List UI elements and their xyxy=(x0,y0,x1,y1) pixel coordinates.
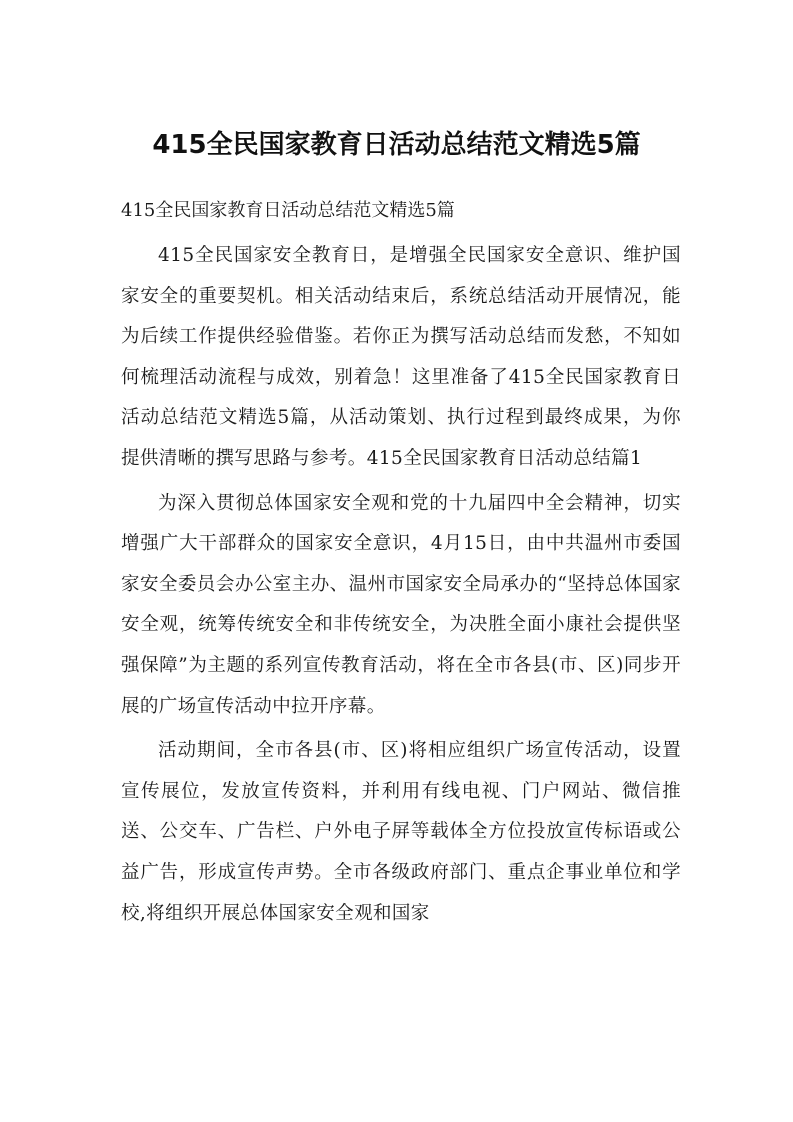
document-subtitle: 415全民国家教育日活动总结范文精选5篇 xyxy=(121,200,455,221)
paragraph-event-launch: 为深入贯彻总体国家安全观和党的十九届四中全会精神，切实增强广大干部群众的国家安全意识，4月15日，由中共温州市委国家安全委员会办公室主办、温州市国家安全局承办的“坚持总体国家安全观，统筹传统安全和非传统安全，为决胜全面小康社会提供坚强保障”为主题的系列宣传教育活动，将在全市各县(市、区)同步开展的广场宣传活动中拉开序幕。 xyxy=(121,492,681,717)
document-title: 415全民国家教育日活动总结范文精选5篇 xyxy=(152,130,641,160)
paragraph-event-activities: 活动期间，全市各县(市、区)将相应组织广场宣传活动，设置宣传展位，发放宣传资料，并利用有线电视、门户网站、微信推送、公交车、广告栏、户外电子屏等载体全方位投放宣传标语或公益广告，形成宣传声势。全市各级政府部门、重点企事业单位和学校,将组织开展总体国家安全观和国家 xyxy=(121,740,681,924)
document-body xyxy=(121,236,681,934)
paragraph-intro: 415全民国家安全教育日，是增强全民国家安全意识、维护国家安全的重要契机。相关活动结束后，系统总结活动开展情况，能为后续工作提供经验借鉴。若你正为撰写活动总结而发愁，不知如何梳理活动流程与成效，别着急！这里准备了415全民国家教育日活动总结范文精选5篇，从活动策划、执行过程到最终成果，为你提供清晰的撰写思路与参考。415全民国家教育日活动总结篇1 xyxy=(121,245,681,469)
